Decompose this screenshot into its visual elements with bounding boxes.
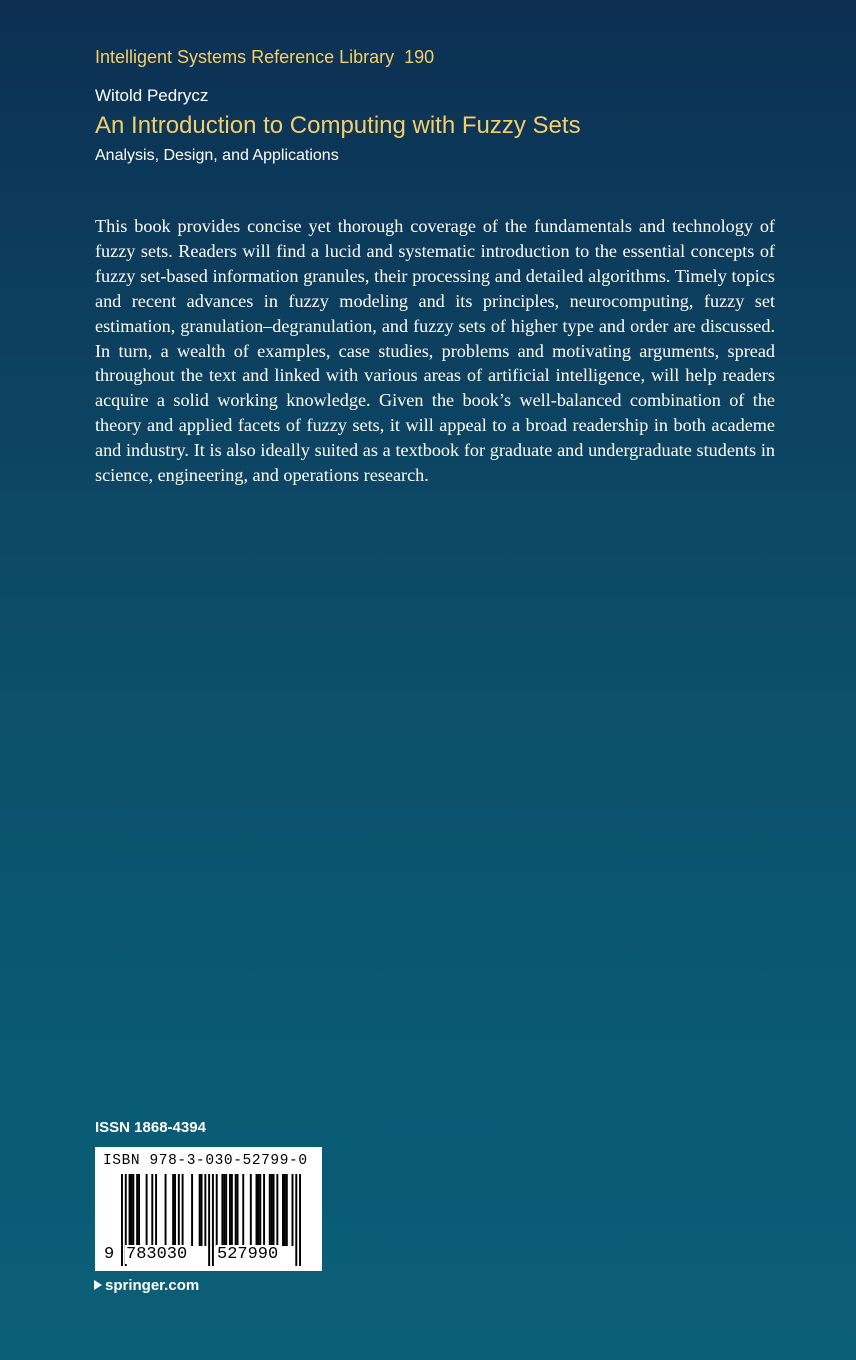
barcode-bar bbox=[172, 1174, 174, 1246]
book-subtitle: Analysis, Design, and Applications bbox=[95, 147, 339, 164]
barcode-first-digit: 9 bbox=[104, 1245, 115, 1264]
isbn-label: ISBN 978-3-030-52799-0 bbox=[103, 1153, 308, 1169]
barcode-right-digits: 527990 bbox=[217, 1245, 279, 1264]
barcode-bar bbox=[151, 1174, 153, 1246]
barcode-bar bbox=[138, 1174, 140, 1246]
series-name: Intelligent Systems Reference Library bbox=[95, 47, 395, 67]
barcode-bar bbox=[146, 1174, 148, 1246]
barcode-bar bbox=[129, 1174, 131, 1246]
barcode-bar bbox=[155, 1174, 157, 1246]
barcode-bar bbox=[284, 1174, 286, 1246]
barcode-bar bbox=[299, 1174, 301, 1266]
barcode-left-digits: 783030 bbox=[126, 1245, 188, 1264]
author-name: Witold Pedrycz bbox=[95, 86, 209, 105]
barcode-bar bbox=[286, 1174, 288, 1246]
barcode-bar bbox=[130, 1174, 132, 1246]
barcode-bar bbox=[259, 1174, 261, 1246]
barcode-bar bbox=[263, 1174, 265, 1246]
barcode-bar bbox=[237, 1174, 239, 1246]
barcode-bar bbox=[231, 1174, 233, 1246]
barcode-bar bbox=[276, 1174, 278, 1246]
right-triangle-icon bbox=[94, 1280, 102, 1290]
barcode-bar bbox=[136, 1174, 138, 1246]
barcode-bar bbox=[191, 1174, 193, 1246]
barcode-bar bbox=[229, 1174, 231, 1246]
barcode-bar bbox=[235, 1174, 237, 1246]
barcode-bar bbox=[242, 1174, 244, 1246]
issn-label: ISSN 1868-4394 bbox=[95, 1119, 206, 1136]
barcode-bar bbox=[178, 1174, 180, 1246]
barcode-bar bbox=[292, 1174, 294, 1246]
barcode-bar bbox=[282, 1174, 284, 1246]
barcode-bar bbox=[201, 1174, 203, 1246]
barcode-bar bbox=[132, 1174, 134, 1246]
barcode-bar bbox=[199, 1174, 201, 1246]
barcode-bar bbox=[212, 1174, 214, 1266]
barcode-bar bbox=[250, 1174, 252, 1246]
barcode-bar bbox=[182, 1174, 184, 1246]
barcode-bar bbox=[269, 1174, 271, 1246]
barcode-bar bbox=[257, 1174, 259, 1246]
barcode-bar bbox=[216, 1174, 218, 1246]
barcode-bar bbox=[271, 1174, 273, 1246]
series-volume: 190 bbox=[404, 47, 435, 67]
barcode-panel bbox=[95, 1147, 322, 1271]
series-line bbox=[95, 47, 434, 68]
barcode-bar bbox=[208, 1174, 210, 1266]
barcode-bar bbox=[273, 1174, 275, 1246]
barcode-bar bbox=[221, 1174, 223, 1246]
barcode-bar bbox=[165, 1174, 167, 1246]
barcode-bar bbox=[295, 1174, 297, 1266]
book-title: An Introduction to Computing with Fuzzy Sets bbox=[95, 112, 581, 139]
barcode-bar bbox=[204, 1174, 206, 1246]
barcode-bar bbox=[256, 1174, 258, 1246]
book-description: This book provides concise yet thorough coverage of the fundamentals and technology of fuzzy sets. Readers will find a lucid and systematic introduction to the essential concepts of fuzzy set-based information granules, their processing and detailed algorithms. Timely topics and recent advances in fuzzy modeling and its principles, neurocomputing, fuzzy set estimation, granulation–degranulation, and fuzzy sets of higher type and order are discussed. In turn, a wealth of examples, case studies, problems and motivating arguments, spread throughout the text and linked with various areas of artificial intelligence, will help readers acquire a solid working knowledge. Given the book’s well-balanced combination of the theory and applied facets of fuzzy sets, it will appeal to a broad readership in both academe and industry. It is also ideally suited as a textbook for graduate and undergraduate students in science, engineering, and operations research. bbox=[95, 216, 775, 486]
barcode-bar bbox=[225, 1174, 227, 1246]
barcode-bar bbox=[121, 1174, 123, 1266]
publisher-website[interactable] bbox=[94, 1277, 199, 1294]
website-label: springer.com bbox=[105, 1277, 200, 1294]
barcode-bar bbox=[174, 1174, 176, 1246]
barcode-bar bbox=[223, 1174, 225, 1246]
